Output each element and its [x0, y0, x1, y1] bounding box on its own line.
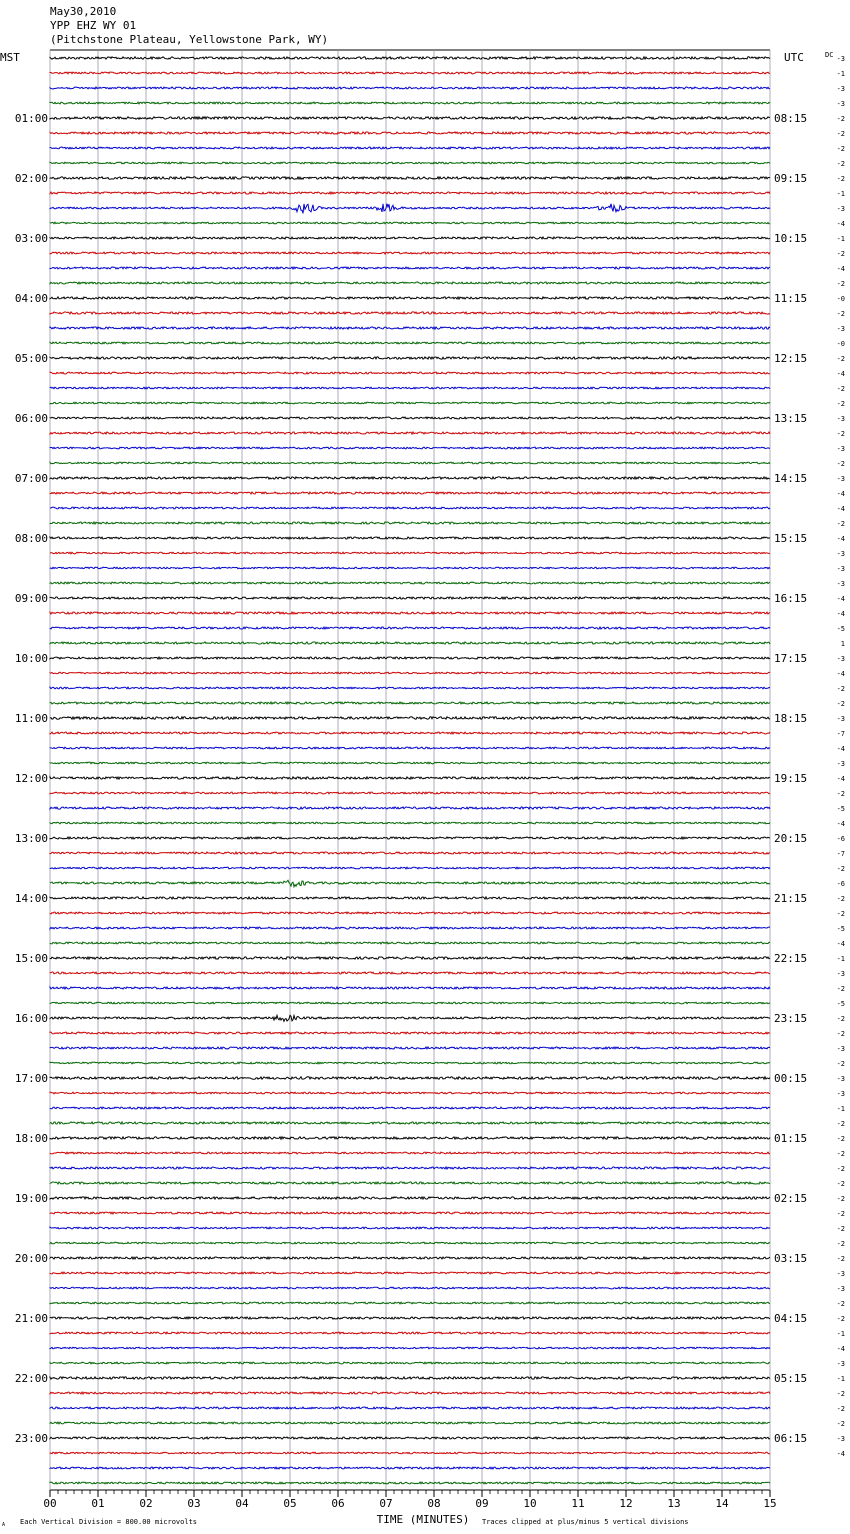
- trace-line: [50, 87, 770, 89]
- dc-offset-value: -7: [836, 850, 845, 858]
- left-hour-label: 07:00: [14, 472, 48, 485]
- x-tick-label: 00: [43, 1497, 57, 1510]
- dc-offset-value: -2: [836, 385, 845, 393]
- left-hour-label: 13:00: [14, 832, 48, 845]
- dc-offset-value: -1: [836, 235, 845, 243]
- trace-line: [50, 192, 770, 194]
- dc-offset-value: -3: [836, 55, 845, 63]
- trace-line: [50, 1002, 770, 1004]
- dc-offset-value: -2: [836, 1390, 845, 1398]
- x-axis-title: TIME (MINUTES): [376, 1513, 470, 1526]
- trace-line: [50, 807, 770, 809]
- left-hour-label: 09:00: [14, 592, 48, 605]
- dc-offset-value: -3: [836, 760, 845, 768]
- trace-line: [50, 687, 770, 689]
- trace-line: [50, 537, 770, 539]
- trace-line: [50, 1122, 770, 1124]
- trace-line: [50, 432, 770, 434]
- trace-line: [50, 1167, 770, 1169]
- right-hour-label: 22:15: [774, 952, 808, 965]
- trace-line: [50, 1227, 770, 1229]
- dc-offset-value: -3: [836, 1075, 845, 1083]
- right-timezone-label: UTC: [784, 51, 804, 64]
- right-hour-label: 16:15: [774, 592, 808, 605]
- x-tick-label: 03: [187, 1497, 201, 1510]
- left-hour-label: 15:00: [14, 952, 48, 965]
- dc-offset-value: -2: [836, 1300, 845, 1308]
- trace-line: [50, 282, 770, 284]
- left-timezone-label: MST: [0, 51, 20, 64]
- trace-line: [50, 1482, 770, 1484]
- dc-offset-value: -2: [836, 1315, 845, 1323]
- trace-line: [50, 1062, 770, 1064]
- dc-offset-value: -2: [836, 865, 845, 873]
- x-tick-label: 14: [715, 1497, 729, 1510]
- trace-line: [50, 252, 770, 254]
- trace-line: [50, 447, 770, 449]
- right-hour-label: 08:15: [774, 112, 808, 125]
- dc-offset-value: -2: [836, 1420, 845, 1428]
- left-hour-label: 08:00: [14, 532, 48, 545]
- trace-line: [50, 672, 770, 674]
- dc-offset-value: -2: [836, 1195, 845, 1203]
- right-hour-label: 03:15: [774, 1252, 808, 1265]
- trace-line: [50, 1467, 770, 1469]
- trace-line: [50, 1437, 770, 1439]
- trace-line: [50, 552, 770, 554]
- dc-offset-value: -4: [836, 775, 845, 783]
- x-tick-label: 10: [523, 1497, 537, 1510]
- left-hour-label: 21:00: [14, 1312, 48, 1325]
- left-hour-label: 01:00: [14, 112, 48, 125]
- dc-offset-value: -3: [836, 970, 845, 978]
- trace-line: [50, 237, 770, 239]
- dc-offset-value: -3: [836, 1435, 845, 1443]
- right-hour-label: 20:15: [774, 832, 808, 845]
- trace-line: [50, 612, 770, 614]
- trace-line: [50, 102, 770, 104]
- trace-line: [50, 927, 770, 929]
- dc-offset-value: -2: [836, 1210, 845, 1218]
- x-tick-label: 13: [667, 1497, 681, 1510]
- trace-line: [50, 1362, 770, 1364]
- dc-offset-value: -0: [836, 295, 845, 303]
- left-hour-label: 22:00: [14, 1372, 48, 1385]
- trace-line: [50, 1422, 770, 1424]
- time-gridlines: [50, 50, 770, 1490]
- left-hour-label: 14:00: [14, 892, 48, 905]
- trace-line: [50, 372, 770, 374]
- dc-offset-value: -6: [836, 880, 845, 888]
- dc-offset-value: -4: [836, 535, 845, 543]
- dc-offset-value: -2: [836, 115, 845, 123]
- dc-offset-value: -5: [836, 625, 845, 633]
- trace-line: [50, 597, 770, 599]
- x-tick-label: 05: [283, 1497, 297, 1510]
- trace-line: [50, 567, 770, 569]
- dc-offset-values: [837, 55, 845, 1458]
- trace-line: [50, 522, 770, 524]
- dc-offset-value: -2: [836, 895, 845, 903]
- trace-line: [50, 747, 770, 749]
- trace-line: [50, 912, 770, 914]
- trace-line: [50, 132, 770, 134]
- trace-line: [50, 1212, 770, 1214]
- dc-offset-value: -5: [836, 925, 845, 933]
- dc-offset-value: -3: [836, 415, 845, 423]
- trace-line: [50, 897, 770, 899]
- left-hour-label: 06:00: [14, 412, 48, 425]
- left-hour-labels: [15, 112, 48, 1445]
- x-tick-label: 08: [427, 1497, 441, 1510]
- dc-offset-value: -3: [836, 1285, 845, 1293]
- dc-offset-value: -4: [836, 265, 845, 273]
- dc-offset-value: -3: [836, 445, 845, 453]
- x-tick-label: 09: [475, 1497, 489, 1510]
- dc-offset-value: -2: [836, 460, 845, 468]
- x-tick-label: 15: [763, 1497, 777, 1510]
- trace-line: [50, 72, 770, 74]
- dc-offset-value: -2: [836, 1060, 845, 1068]
- dc-offset-value: -3: [836, 715, 845, 723]
- right-hour-label: 17:15: [774, 652, 808, 665]
- dc-offset-value: -2: [836, 355, 845, 363]
- dc-offset-value: -3: [836, 85, 845, 93]
- trace-line: [50, 1347, 770, 1349]
- dc-offset-value: -2: [836, 1015, 845, 1023]
- trace-line: [50, 1197, 770, 1199]
- seismogram-traces: [50, 57, 770, 1484]
- dc-offset-value: -3: [836, 565, 845, 573]
- plot-date: May30,2010: [50, 5, 117, 18]
- trace-line: [50, 942, 770, 944]
- dc-offset-value: -2: [836, 250, 845, 258]
- x-tick-label: 06: [331, 1497, 345, 1510]
- right-hour-label: 23:15: [774, 1012, 808, 1025]
- dc-offset-value: -2: [836, 700, 845, 708]
- trace-line: [50, 177, 770, 179]
- dc-offset-value: -2: [836, 1120, 845, 1128]
- right-hour-label: 14:15: [774, 472, 808, 485]
- left-hour-label: 19:00: [14, 1192, 48, 1205]
- trace-line: [50, 792, 770, 794]
- dc-offset-value: -1: [836, 1375, 845, 1383]
- left-hour-label: 20:00: [14, 1252, 48, 1265]
- trace-line: [50, 1092, 770, 1094]
- right-hour-label: 02:15: [774, 1192, 808, 1205]
- trace-line: [50, 1377, 770, 1379]
- trace-line: [50, 507, 770, 509]
- trace-line: [50, 852, 770, 854]
- footer-clip-note: Traces clipped at plus/minus 5 vertical divisions: [482, 1518, 689, 1526]
- trace-line: [50, 1015, 770, 1021]
- dc-offset-value: -2: [836, 520, 845, 528]
- trace-line: [50, 657, 770, 659]
- right-hour-label: 13:15: [774, 412, 808, 425]
- dc-offset-value: 1: [840, 640, 845, 648]
- station-location: (Pitchstone Plateau, Yellowstone Park, WY): [50, 33, 329, 46]
- trace-line: [50, 1272, 770, 1274]
- trace-line: [50, 387, 770, 389]
- left-hour-label: 03:00: [14, 232, 48, 245]
- dc-offset-value: -2: [836, 1240, 845, 1248]
- trace-line: [50, 1407, 770, 1409]
- left-hour-label: 16:00: [14, 1012, 48, 1025]
- trace-line: [50, 462, 770, 464]
- right-hour-label: 21:15: [774, 892, 808, 905]
- dc-offset-value: -4: [836, 820, 845, 828]
- dc-offset-value: -4: [836, 220, 845, 228]
- dc-offset-header: DC: [825, 51, 834, 59]
- trace-line: [50, 162, 770, 164]
- dc-offset-value: -4: [836, 370, 845, 378]
- right-hour-label: 04:15: [774, 1312, 808, 1325]
- right-hour-label: 06:15: [774, 1432, 808, 1445]
- dc-offset-value: -2: [836, 1405, 845, 1413]
- trace-line: [50, 477, 770, 479]
- x-tick-label: 11: [571, 1497, 585, 1510]
- dc-offset-value: -1: [836, 1330, 845, 1338]
- dc-offset-value: -2: [836, 1135, 845, 1143]
- x-tick-label: 02: [139, 1497, 153, 1510]
- trace-line: [50, 1332, 770, 1334]
- trace-line: [50, 204, 770, 214]
- trace-line: [50, 1047, 770, 1049]
- x-axis-ticks: [43, 1490, 776, 1510]
- right-hour-label: 05:15: [774, 1372, 808, 1385]
- dc-offset-value: -2: [836, 310, 845, 318]
- right-hour-label: 12:15: [774, 352, 808, 365]
- left-hour-label: 17:00: [14, 1072, 48, 1085]
- dc-offset-value: -2: [836, 1150, 845, 1158]
- dc-offset-value: -2: [836, 130, 845, 138]
- left-hour-label: 12:00: [14, 772, 48, 785]
- dc-offset-value: -4: [836, 595, 845, 603]
- dc-offset-value: -5: [836, 1000, 845, 1008]
- dc-offset-value: -3: [836, 655, 845, 663]
- x-tick-label: 12: [619, 1497, 633, 1510]
- trace-line: [50, 1257, 770, 1259]
- dc-offset-value: -4: [836, 505, 845, 513]
- left-hour-label: 10:00: [14, 652, 48, 665]
- trace-line: [50, 642, 770, 644]
- trace-line: [50, 582, 770, 584]
- trace-line: [50, 1032, 770, 1034]
- right-hour-label: 00:15: [774, 1072, 808, 1085]
- dc-offset-value: -2: [836, 430, 845, 438]
- trace-line: [50, 972, 770, 974]
- dc-offset-value: -3: [836, 1270, 845, 1278]
- left-hour-label: 18:00: [14, 1132, 48, 1145]
- trace-line: [50, 1137, 770, 1139]
- dc-offset-value: -3: [836, 100, 845, 108]
- trace-line: [50, 327, 770, 329]
- trace-line: [50, 957, 770, 959]
- trace-line: [50, 417, 770, 419]
- dc-offset-value: -2: [836, 1225, 845, 1233]
- dc-offset-value: -2: [836, 910, 845, 918]
- trace-line: [50, 880, 770, 887]
- trace-line: [50, 117, 770, 119]
- station-code: YPP EHZ WY 01: [50, 19, 137, 32]
- dc-offset-value: -3: [836, 1045, 845, 1053]
- dc-offset-value: -2: [836, 1180, 845, 1188]
- right-hour-label: 01:15: [774, 1132, 808, 1145]
- dc-offset-value: -2: [836, 400, 845, 408]
- trace-line: [50, 1302, 770, 1304]
- dc-offset-value: -3: [836, 205, 845, 213]
- trace-line: [50, 492, 770, 494]
- right-hour-labels: [774, 112, 807, 1445]
- dc-offset-value: -4: [836, 1450, 845, 1458]
- trace-line: [50, 1392, 770, 1394]
- dc-offset-value: -5: [836, 805, 845, 813]
- dc-offset-value: -4: [836, 940, 845, 948]
- left-hour-label: 04:00: [14, 292, 48, 305]
- trace-line: [50, 867, 770, 869]
- x-tick-label: 04: [235, 1497, 249, 1510]
- dc-offset-value: -2: [836, 685, 845, 693]
- trace-line: [50, 297, 770, 299]
- trace-line: [50, 627, 770, 629]
- dc-offset-value: -3: [836, 325, 845, 333]
- trace-line: [50, 1107, 770, 1109]
- trace-line: [50, 1182, 770, 1184]
- footer-corner-mark: A: [2, 1522, 6, 1528]
- dc-offset-value: -1: [836, 1105, 845, 1113]
- dc-offset-value: -3: [836, 1360, 845, 1368]
- trace-line: [50, 402, 770, 404]
- dc-offset-value: -2: [836, 1030, 845, 1038]
- trace-line: [50, 312, 770, 314]
- trace-line: [50, 822, 770, 824]
- dc-offset-value: -2: [836, 175, 845, 183]
- dc-offset-value: -2: [836, 160, 845, 168]
- right-hour-label: 11:15: [774, 292, 808, 305]
- trace-line: [50, 702, 770, 704]
- left-hour-label: 05:00: [14, 352, 48, 365]
- right-hour-label: 18:15: [774, 712, 808, 725]
- left-hour-label: 02:00: [14, 172, 48, 185]
- right-hour-label: 15:15: [774, 532, 808, 545]
- right-hour-label: 09:15: [774, 172, 808, 185]
- trace-line: [50, 1242, 770, 1244]
- trace-line: [50, 777, 770, 779]
- dc-offset-value: -3: [836, 475, 845, 483]
- dc-offset-value: -4: [836, 490, 845, 498]
- trace-line: [50, 1152, 770, 1154]
- trace-line: [50, 1452, 770, 1454]
- dc-offset-value: -4: [836, 745, 845, 753]
- dc-offset-value: -2: [836, 1255, 845, 1263]
- right-hour-label: 19:15: [774, 772, 808, 785]
- trace-line: [50, 222, 770, 224]
- trace-line: [50, 732, 770, 734]
- dc-offset-value: -3: [836, 580, 845, 588]
- right-hour-label: 10:15: [774, 232, 808, 245]
- dc-offset-value: -6: [836, 835, 845, 843]
- trace-line: [50, 1077, 770, 1079]
- dc-offset-value: -0: [836, 340, 845, 348]
- dc-offset-value: -1: [836, 955, 845, 963]
- x-tick-label: 07: [379, 1497, 393, 1510]
- left-hour-label: 23:00: [14, 1432, 48, 1445]
- dc-offset-value: -4: [836, 670, 845, 678]
- dc-offset-value: -2: [836, 145, 845, 153]
- trace-line: [50, 267, 770, 269]
- trace-line: [50, 762, 770, 764]
- x-tick-label: 01: [91, 1497, 105, 1510]
- dc-offset-value: -2: [836, 985, 845, 993]
- footer-scale-note: Each Vertical Division = 800.00 microvolts: [20, 1518, 198, 1526]
- left-hour-label: 11:00: [14, 712, 48, 725]
- trace-line: [50, 987, 770, 989]
- dc-offset-value: -3: [836, 550, 845, 558]
- dc-offset-value: -4: [836, 1345, 845, 1353]
- dc-offset-value: -2: [836, 1165, 845, 1173]
- dc-offset-value: -3: [836, 1090, 845, 1098]
- trace-line: [50, 717, 770, 720]
- trace-line: [50, 1317, 770, 1319]
- trace-line: [50, 357, 770, 359]
- trace-line: [50, 342, 770, 344]
- trace-line: [50, 147, 770, 149]
- trace-line: [50, 837, 770, 839]
- dc-offset-value: -1: [836, 70, 845, 78]
- trace-line: [50, 1287, 770, 1289]
- dc-offset-value: -7: [836, 730, 845, 738]
- trace-line: [50, 57, 770, 59]
- dc-offset-value: -1: [836, 190, 845, 198]
- dc-offset-value: -2: [836, 280, 845, 288]
- dc-offset-value: -4: [836, 610, 845, 618]
- dc-offset-value: -2: [836, 790, 845, 798]
